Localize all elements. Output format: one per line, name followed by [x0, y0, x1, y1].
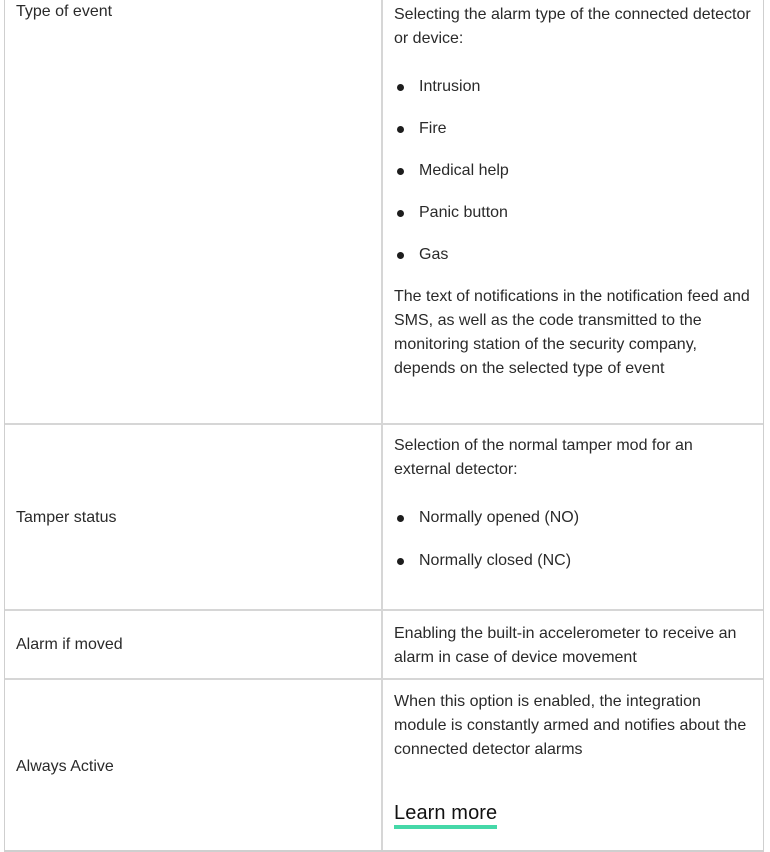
option-label: Medical help — [419, 162, 509, 179]
setting-intro: Selection of the normal tamper mod for an external detector: — [394, 437, 693, 478]
setting-name: Type of event — [16, 3, 113, 20]
table-row-alarm-if-moved — [5, 611, 763, 680]
bullet-icon — [397, 126, 404, 133]
table-row-type-of-event — [5, 0, 763, 425]
bullet-icon — [397, 168, 404, 175]
setting-note: The text of notifications in the notification feed and SMS, as well as the code transmitted to the monitoring station of the security company, depends on the selected type of event — [394, 288, 750, 377]
option-label: Normally closed (NC) — [419, 552, 572, 569]
setting-name-cell — [5, 611, 383, 678]
option-label: Intrusion — [419, 78, 481, 95]
option-label: Gas — [419, 246, 449, 263]
list-item — [394, 75, 752, 99]
bullet-icon — [397, 558, 404, 565]
list-item — [394, 549, 752, 573]
option-label: Normally opened (NO) — [419, 509, 580, 526]
setting-description-cell — [383, 0, 763, 423]
list-item — [394, 243, 752, 267]
setting-name-cell — [5, 425, 383, 609]
bullet-icon — [397, 84, 404, 91]
settings-table — [4, 0, 764, 852]
list-item — [394, 201, 752, 225]
setting-intro: Selecting the alarm type of the connected detector or device: — [394, 6, 751, 47]
setting-description-cell — [383, 425, 763, 609]
setting-description-cell — [383, 680, 763, 850]
setting-name-cell — [5, 680, 383, 850]
table-row-always-active — [5, 680, 763, 852]
bullet-icon — [397, 252, 404, 259]
list-item — [394, 159, 752, 183]
setting-name: Alarm if moved — [16, 635, 123, 653]
list-item — [394, 117, 752, 141]
setting-description: When this option is enabled, the integration module is constantly armed and notifies about the connected detector alarms — [394, 693, 747, 758]
setting-name: Always Active — [16, 758, 114, 775]
option-label: Panic button — [419, 204, 508, 221]
table-row-tamper-status — [5, 425, 763, 611]
bullet-icon — [397, 515, 404, 522]
option-list — [394, 506, 752, 573]
option-label: Fire — [419, 120, 447, 137]
setting-name: Tamper status — [16, 509, 117, 526]
bullet-icon — [397, 210, 404, 217]
setting-description: Enabling the built-in accelerometer to receive an alarm in case of device movement — [394, 625, 737, 666]
setting-name-cell — [5, 0, 383, 423]
setting-description-cell — [383, 611, 763, 678]
option-list — [394, 75, 752, 267]
learn-more-link[interactable]: Learn more — [394, 802, 497, 829]
list-item — [394, 506, 752, 530]
